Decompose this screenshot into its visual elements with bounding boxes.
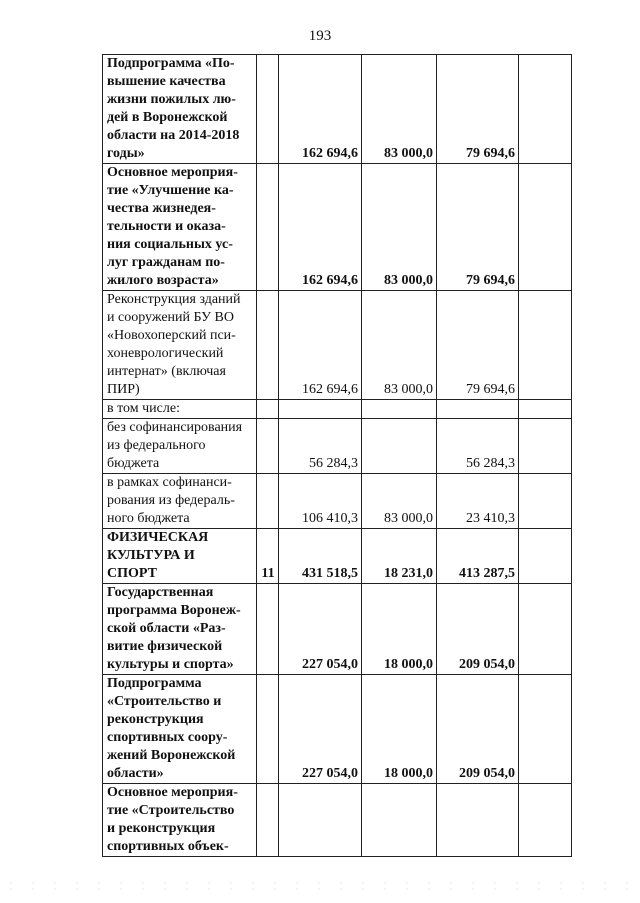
row-empty-cell <box>519 291 572 400</box>
row-empty-cell <box>519 584 572 675</box>
row-code-cell <box>257 675 279 784</box>
row-name-cell: Реконструкция зданий и сооружений БУ ВО «Новохоперский пси- хоневрологический интернат» (включая ПИР) <box>103 291 257 400</box>
row-empty-cell <box>519 164 572 291</box>
row-code-cell <box>257 584 279 675</box>
table-row <box>103 164 572 291</box>
row-federal-cell <box>362 419 437 474</box>
row-regional-cell <box>437 400 519 419</box>
row-federal-cell: 83 000,0 <box>362 474 437 529</box>
row-regional-cell: 413 287,5 <box>437 529 519 584</box>
row-total-cell <box>279 400 362 419</box>
row-empty-cell <box>519 784 572 857</box>
row-name-cell: в рамках софинанси- рования из федераль- ного бюджета <box>103 474 257 529</box>
table-row <box>103 55 572 164</box>
row-name-cell: Основное мероприя- тие «Строительство и реконструкция спортивных объек- <box>103 784 257 857</box>
row-total-cell: 162 694,6 <box>279 55 362 164</box>
row-federal-cell: 83 000,0 <box>362 164 437 291</box>
table-row <box>103 529 572 584</box>
budget-table <box>102 54 572 857</box>
row-empty-cell <box>519 474 572 529</box>
row-total-cell: 227 054,0 <box>279 584 362 675</box>
row-empty-cell <box>519 400 572 419</box>
row-federal-cell <box>362 784 437 857</box>
row-code-cell <box>257 55 279 164</box>
row-regional-cell: 23 410,3 <box>437 474 519 529</box>
row-total-cell: 162 694,6 <box>279 164 362 291</box>
row-regional-cell: 79 694,6 <box>437 55 519 164</box>
row-code-cell <box>257 474 279 529</box>
row-regional-cell: 209 054,0 <box>437 584 519 675</box>
row-code-cell <box>257 400 279 419</box>
row-name-cell: Подпрограмма «Строительство и реконструкция спортивных соору- жений Воронежской области» <box>103 675 257 784</box>
row-name-cell: в том числе: <box>103 400 257 419</box>
row-regional-cell: 56 284,3 <box>437 419 519 474</box>
row-name-cell: без софинансирования из федерального бюджета <box>103 419 257 474</box>
row-federal-cell <box>362 400 437 419</box>
table-row <box>103 419 572 474</box>
row-federal-cell: 18 000,0 <box>362 675 437 784</box>
row-code-cell <box>257 164 279 291</box>
row-total-cell: 56 284,3 <box>279 419 362 474</box>
table-row <box>103 474 572 529</box>
table-row <box>103 675 572 784</box>
row-total-cell: 106 410,3 <box>279 474 362 529</box>
row-federal-cell: 18 231,0 <box>362 529 437 584</box>
row-regional-cell: 79 694,6 <box>437 164 519 291</box>
row-total-cell: 162 694,6 <box>279 291 362 400</box>
row-regional-cell: 209 054,0 <box>437 675 519 784</box>
row-code-cell <box>257 291 279 400</box>
row-federal-cell: 18 000,0 <box>362 584 437 675</box>
row-total-cell: 431 518,5 <box>279 529 362 584</box>
row-code-cell: 11 <box>257 529 279 584</box>
scan-noise <box>0 880 640 890</box>
row-federal-cell: 83 000,0 <box>362 291 437 400</box>
row-total-cell <box>279 784 362 857</box>
row-name-cell: ФИЗИЧЕСКАЯ КУЛЬТУРА И СПОРТ <box>103 529 257 584</box>
row-name-cell: Основное мероприя- тие «Улучшение ка- чества жизнедея- тельности и оказа- ния социальных ус- луг гражданам по- жилого возраста» <box>103 164 257 291</box>
row-code-cell <box>257 419 279 474</box>
table-row <box>103 400 572 419</box>
row-total-cell: 227 054,0 <box>279 675 362 784</box>
row-name-cell: Государственная программа Воронеж- ской области «Раз- витие физической культуры и спорта» <box>103 584 257 675</box>
row-empty-cell <box>519 55 572 164</box>
row-regional-cell: 79 694,6 <box>437 291 519 400</box>
table-row <box>103 584 572 675</box>
row-empty-cell <box>519 419 572 474</box>
budget-table-body <box>103 55 572 857</box>
table-row <box>103 784 572 857</box>
row-federal-cell: 83 000,0 <box>362 55 437 164</box>
row-empty-cell <box>519 675 572 784</box>
page-number: 193 <box>308 28 332 44</box>
table-row <box>103 291 572 400</box>
row-code-cell <box>257 784 279 857</box>
row-regional-cell <box>437 784 519 857</box>
row-name-cell: Подпрограмма «По- вышение качества жизни пожилых лю- дей в Воронежской области на 2014-2018 годы» <box>103 55 257 164</box>
row-empty-cell <box>519 529 572 584</box>
